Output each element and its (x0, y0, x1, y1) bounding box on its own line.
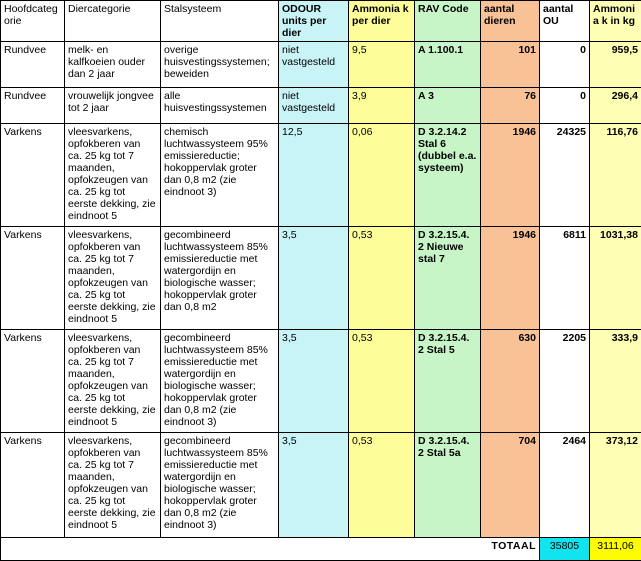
cell-ammonia-kg: 373,12 (590, 433, 641, 538)
header-stalsysteem: Stalsysteem (161, 1, 279, 42)
cell-odour: 12,5 (279, 124, 349, 227)
cell-hoofdcategorie: Varkens (1, 330, 65, 433)
cell-ammonia-kg: 959,5 (590, 42, 641, 88)
cell-hoofdcategorie: Rundvee (1, 42, 65, 88)
cell-aantal-ou: 6811 (540, 227, 590, 330)
header-rav-code: RAV Code (415, 1, 481, 42)
cell-odour: 3,5 (279, 433, 349, 538)
header-aantal-ou: aantal OU (540, 1, 590, 42)
cell-diercategorie: vleesvarkens, opfokberen van ca. 25 kg tot 7 maanden, opfokzeugen van ca. 25 kg tot eerste dekking, zie eindnoot 5 (65, 433, 161, 538)
total-ammonia-kg: 3111,06 (590, 538, 641, 561)
cell-aantal-ou: 2205 (540, 330, 590, 433)
table-row (1, 124, 641, 227)
header-row (1, 1, 641, 42)
cell-diercategorie: vrouwelijk jongvee tot 2 jaar (65, 88, 161, 124)
cell-aantal-ou: 24325 (540, 124, 590, 227)
cell-aantal-dieren: 76 (481, 88, 540, 124)
cell-aantal-ou: 0 (540, 88, 590, 124)
header-odour: ODOUR units per dier (279, 1, 349, 42)
cell-rav-code: D 3.2.15.4. 2 Stal 5 (415, 330, 481, 433)
cell-aantal-ou: 2464 (540, 433, 590, 538)
cell-diercategorie: vleesvarkens, opfokberen van ca. 25 kg tot 7 maanden, opfokzeugen van ca. 25 kg tot eerste dekking, zie eindnoot 5 (65, 227, 161, 330)
cell-stalsysteem: gecombineerd luchtwassysteem 85% emissiereductie met watergordijn en biologische wasser; hokoppervlak groter dan 0,8 m2 (zie eindnoot 3) (161, 330, 279, 433)
cell-hoofdcategorie: Varkens (1, 124, 65, 227)
cell-ammonia-per-dier: 0,53 (349, 330, 415, 433)
cell-aantal-dieren: 1946 (481, 124, 540, 227)
total-aantal-ou: 35805 (540, 538, 590, 561)
table-row (1, 227, 641, 330)
cell-aantal-dieren: 630 (481, 330, 540, 433)
cell-stalsysteem: chemisch luchtwassysteem 95% emissiereductie; hokoppervlak groter dan 0,8 m2 (zie eindnoot 3) (161, 124, 279, 227)
cell-stalsysteem: overige huisvestingssystemen; beweiden (161, 42, 279, 88)
cell-aantal-dieren: 704 (481, 433, 540, 538)
cell-stalsysteem: gecombineerd luchtwassysteem 85% emissiereductie met watergordijn en biologische wasser; hokoppervlak groter dan 0,8 m2 (161, 227, 279, 330)
cell-rav-code: A 3 (415, 88, 481, 124)
cell-rav-code: A 1.100.1 (415, 42, 481, 88)
cell-hoofdcategorie: Rundvee (1, 88, 65, 124)
table-row (1, 88, 641, 124)
total-label: TOTAAL (1, 538, 540, 561)
cell-hoofdcategorie: Varkens (1, 433, 65, 538)
header-diercategorie: Diercategorie (65, 1, 161, 42)
cell-ammonia-kg: 296,4 (590, 88, 641, 124)
header-hoofdcategorie: Hoofdcateg orie (1, 1, 65, 42)
header-ammonia-kg: Ammonia k in kg (590, 1, 641, 42)
cell-odour: 3,5 (279, 227, 349, 330)
cell-aantal-dieren: 1946 (481, 227, 540, 330)
cell-odour: niet vastgesteld (279, 42, 349, 88)
cell-ammonia-kg: 1031,38 (590, 227, 641, 330)
cell-ammonia-per-dier: 0,53 (349, 433, 415, 538)
total-row (1, 538, 641, 561)
cell-rav-code: D 3.2.14.2 Stal 6 (dubbel e.a. systeem) (415, 124, 481, 227)
table-row (1, 330, 641, 433)
cell-rav-code: D 3.2.15.4. 2 Nieuwe stal 7 (415, 227, 481, 330)
cell-ammonia-per-dier: 0,53 (349, 227, 415, 330)
cell-diercategorie: vleesvarkens, opfokberen van ca. 25 kg tot 7 maanden, opfokzeugen van ca. 25 kg tot eerste dekking, zie eindnoot 5 (65, 124, 161, 227)
cell-diercategorie: melk- en kalfkoeien ouder dan 2 jaar (65, 42, 161, 88)
cell-rav-code: D 3.2.15.4. 2 Stal 5a (415, 433, 481, 538)
table-row (1, 42, 641, 88)
cell-stalsysteem: gecombineerd luchtwassysteem 85% emissiereductie met watergordijn en biologische wasser; hokoppervlak groter dan 0,8 m2 (zie eindnoot 3) (161, 433, 279, 538)
cell-aantal-ou: 0 (540, 42, 590, 88)
cell-hoofdcategorie: Varkens (1, 227, 65, 330)
cell-ammonia-per-dier: 9,5 (349, 42, 415, 88)
cell-odour: 3,5 (279, 330, 349, 433)
cell-diercategorie: vleesvarkens, opfokberen van ca. 25 kg tot 7 maanden, opfokzeugen van ca. 25 kg tot eerste dekking, zie eindnoot 5 (65, 330, 161, 433)
cell-ammonia-per-dier: 0,06 (349, 124, 415, 227)
cell-odour: niet vastgesteld (279, 88, 349, 124)
cell-ammonia-per-dier: 3,9 (349, 88, 415, 124)
cell-stalsysteem: alle huisvestingssystemen (161, 88, 279, 124)
header-aantal-dieren: aantal dieren (481, 1, 540, 42)
cell-aantal-dieren: 101 (481, 42, 540, 88)
cell-ammonia-kg: 116,76 (590, 124, 641, 227)
header-ammonia-per-dier: Ammonia k per dier (349, 1, 415, 42)
cell-ammonia-kg: 333,9 (590, 330, 641, 433)
table-row (1, 433, 641, 538)
